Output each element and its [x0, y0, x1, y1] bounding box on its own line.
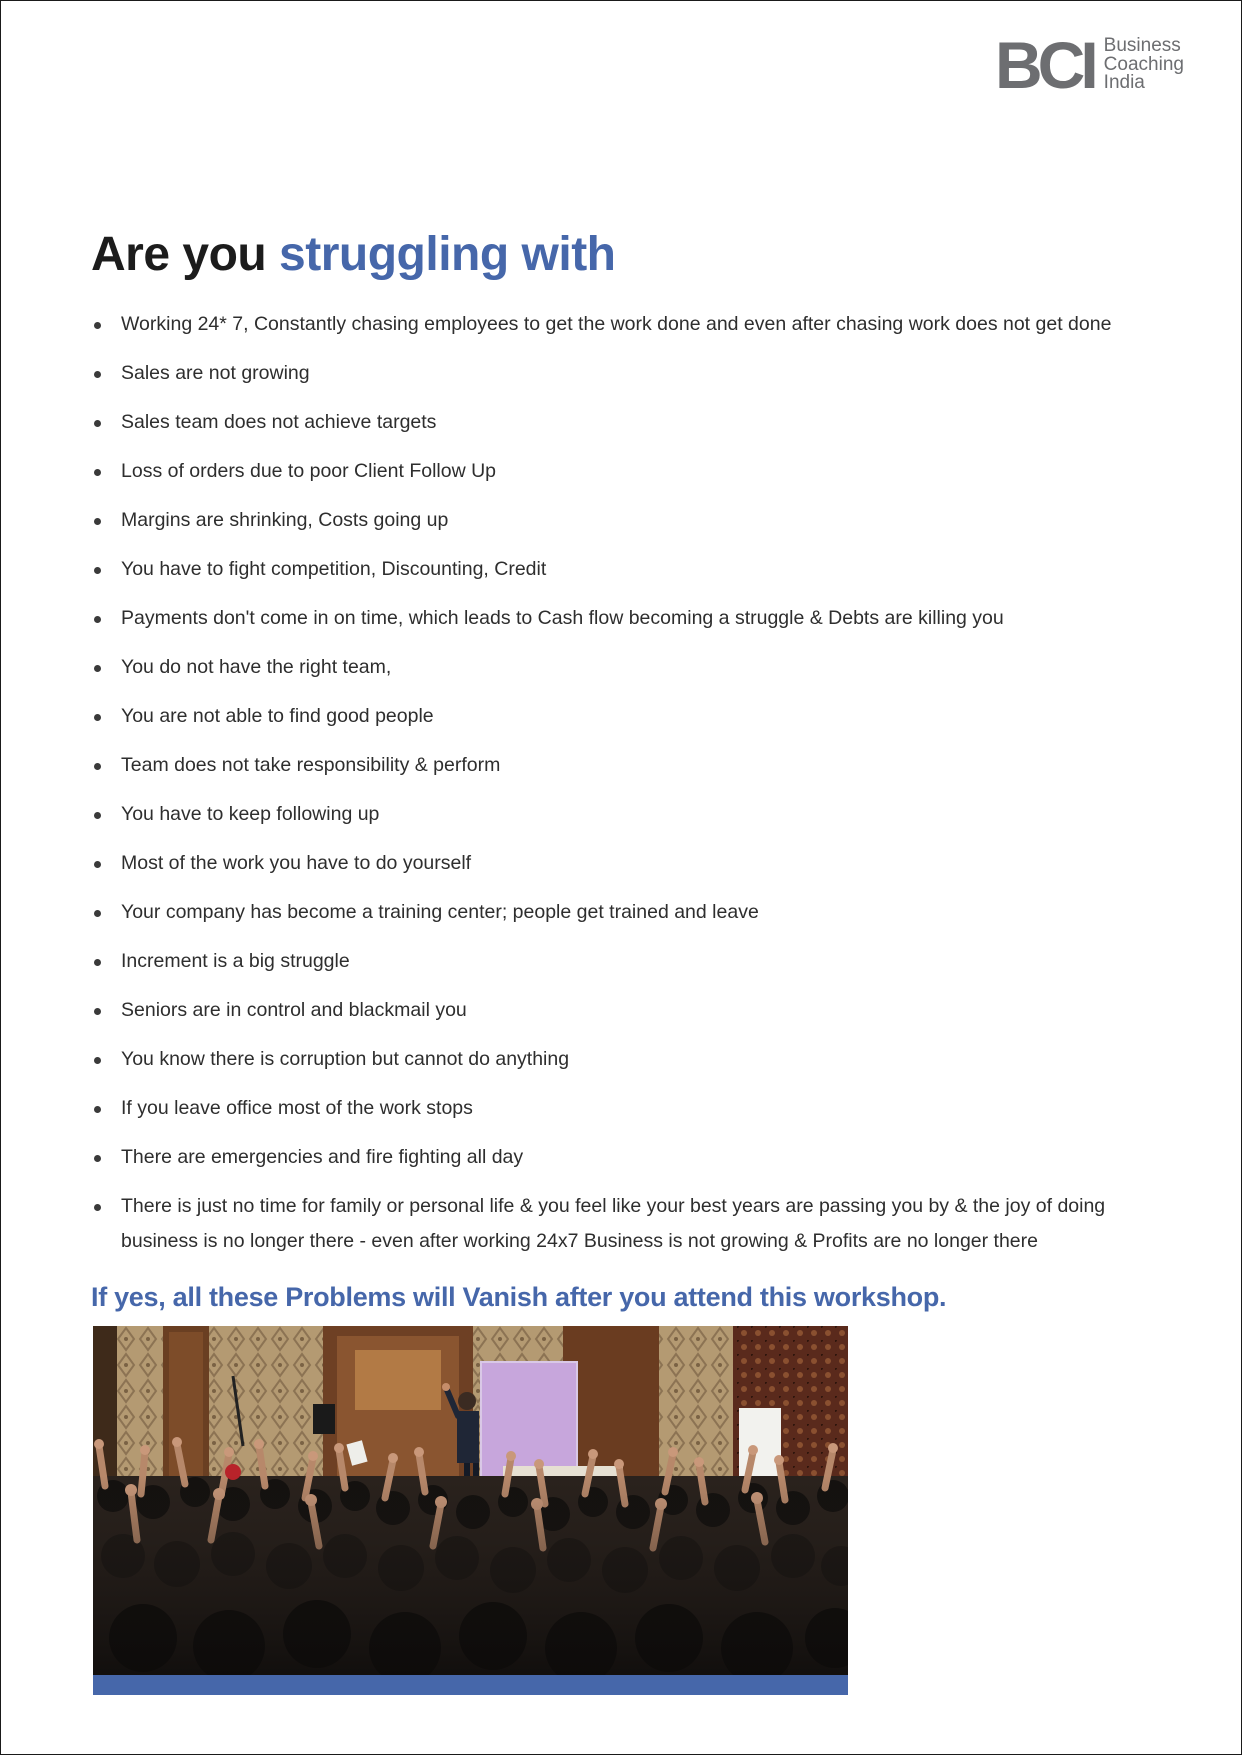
problem-item: Most of the work you have to do yourself	[91, 846, 1151, 881]
problem-item: Team does not take responsibility & perform	[91, 748, 1151, 783]
problem-item: Margins are shrinking, Costs going up	[91, 503, 1151, 538]
logo-line-1: Business	[1103, 35, 1181, 57]
logo-mark: BCI	[995, 28, 1094, 102]
page-heading	[91, 225, 616, 285]
problem-item: Increment is a big struggle	[91, 944, 1151, 979]
photo-accent-bar	[93, 1675, 848, 1695]
heading-accent: struggling with	[279, 228, 616, 281]
logo-text	[1104, 37, 1184, 93]
problem-item: Loss of orders due to poor Client Follow Up	[91, 454, 1151, 489]
logo-line-3: India	[1103, 72, 1145, 94]
problem-item: You have to keep following up	[91, 797, 1151, 832]
problem-item: There is just no time for family or personal life & you feel like your best years are passing you by & the joy of doing business is no longer there - even after working 24x7 Business is not growing & Profits are no longer there	[91, 1189, 1121, 1259]
problem-item: There are emergencies and fire fighting all day	[91, 1140, 1151, 1175]
problem-item: Working 24* 7, Constantly chasing employees to get the work done and even after chasing work does not get done	[91, 307, 1151, 342]
problem-item: If you leave office most of the work stops	[91, 1091, 1151, 1126]
problem-item: You have to fight competition, Discounting, Credit	[91, 552, 1151, 587]
workshop-callout: If yes, all these Problems will Vanish after you attend this workshop.	[91, 1282, 947, 1312]
problem-list	[91, 307, 1151, 1273]
problem-item: You do not have the right team,	[91, 650, 1151, 685]
bci-logo	[995, 28, 1184, 102]
problem-item: Seniors are in control and blackmail you	[91, 993, 1151, 1028]
problem-item: You know there is corruption but cannot do anything	[91, 1042, 1151, 1077]
problem-item: Payments don't come in on time, which leads to Cash flow becoming a struggle & Debts are killing you	[91, 601, 1151, 636]
problem-item: Sales team does not achieve targets	[91, 405, 1151, 440]
workshop-photo	[93, 1326, 848, 1676]
problem-item: Your company has become a training center; people get trained and leave	[91, 895, 1151, 930]
logo-line-2: Coaching	[1103, 53, 1184, 75]
problem-item: You are not able to find good people	[91, 699, 1151, 734]
problem-item: Sales are not growing	[91, 356, 1151, 391]
heading-part-1: Are you	[91, 228, 280, 281]
audience-illustration	[93, 1326, 848, 1676]
